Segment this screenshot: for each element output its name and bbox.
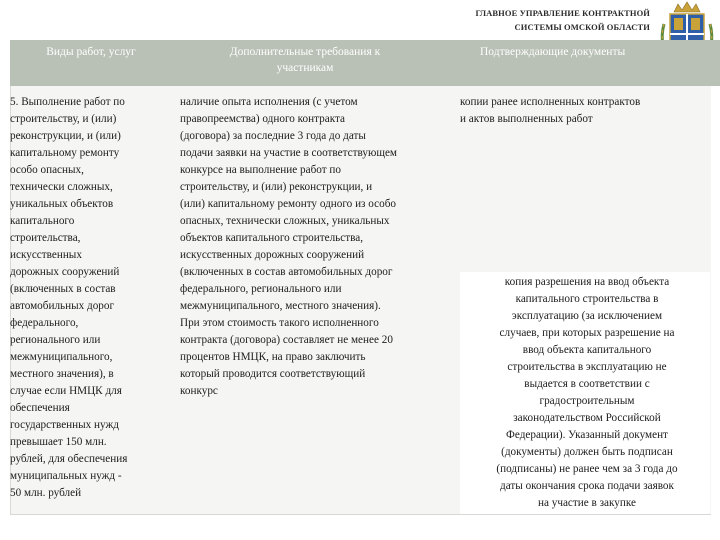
organization-line-2: СИСТЕМЫ ОМСКОЙ ОБЛАСТИ bbox=[514, 22, 650, 32]
column-header-work-type: Виды работ, услуг bbox=[46, 46, 136, 58]
organization-line-1: ГЛАВНОЕ УПРАВЛЕНИЕ КОНТРАКТНОЙ bbox=[475, 8, 650, 18]
table-header bbox=[10, 40, 720, 86]
column-header-requirements: Дополнительные требования к участникам bbox=[229, 46, 381, 74]
column-header-documents: Подтверждающие документы bbox=[480, 46, 626, 58]
organization-name bbox=[400, 6, 650, 34]
cell-requirements: наличие опыта исполнения (с учетом правопреемства) одного контракта (договора) за последние 3 года до даты подачи заявки на участие в соответствующем конкурсе на выполнение работ по строительству, и (или) реконструкции, и (или) капитальному ремонту одного из особо опасных, технически сложных, уникальных объектов капитального строительства, искусственных дорожных сооружений (включенных в состав автомобильных дорог федерального, регионального или межмуниципального, местного значения). При этом стоимость такого исполненного контракта (договора) составляет не менее 20 процентов НМЦК, на право заключить который проводится соответствующий конкурс bbox=[180, 96, 397, 397]
cell-documents-permit: копия разрешения на ввод объекта капитального строительства в эксплуатацию (за исключением случаев, при которых разрешение на ввод объекта капитального строительства в эксплуатацию не выдается в соответствии с градостроительным законодательством Российской Федерации). Указанный документ (документы) должен быть подписан (подписаны) не ранее чем за 3 года до даты окончания срока подачи заявок на участие в закупке bbox=[496, 276, 678, 509]
cell-work-type: 5. Выполнение работ по строительству, и (или) реконструкции, и (или) капитальному ремонту особо опасных, технически сложных, уникальных объектов капитального строительства, искусственных дорожных сооружений (включенных в состав автомобильных дорог федерального, регионального или межмуниципального, местного значения), в случае если НМЦК для обеспечения государственных нужд превышает 150 млн. рублей, для обеспечения муниципальных нужд - 50 млн. рублей bbox=[10, 96, 128, 499]
cell-documents-contracts: копии ранее исполненных контрактов и актов выполненных работ bbox=[460, 96, 641, 125]
